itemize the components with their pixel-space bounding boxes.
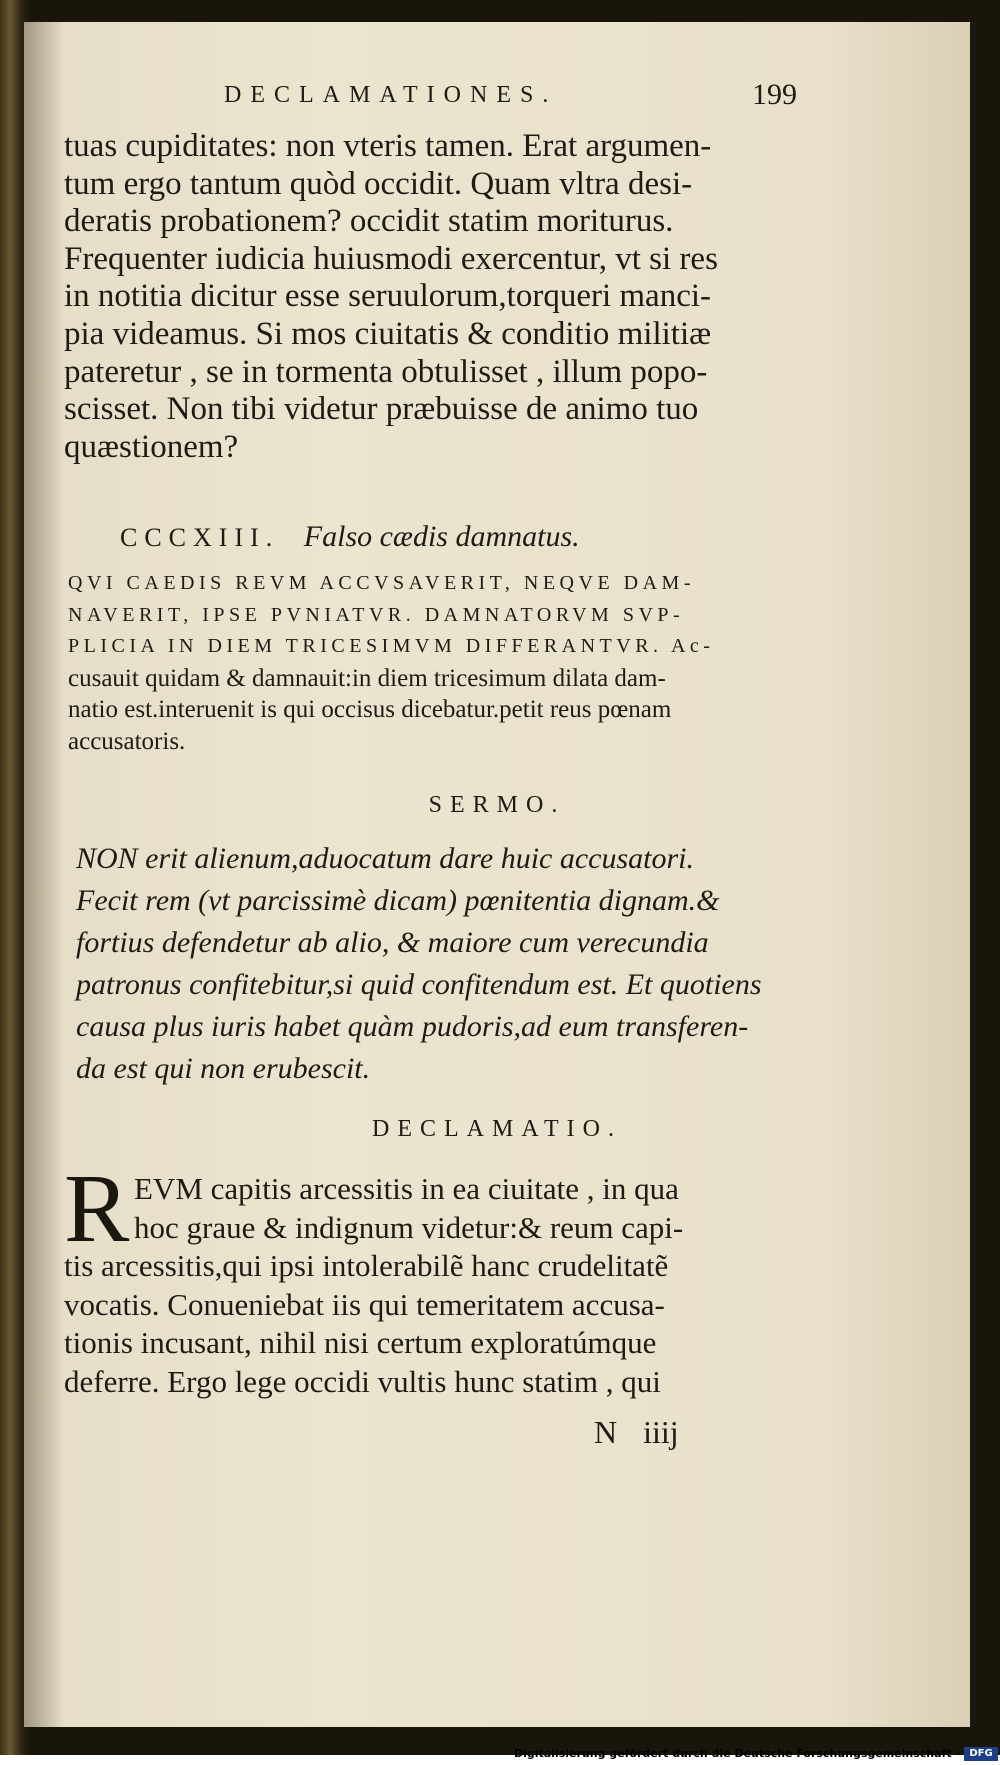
page-number: 199 (752, 78, 797, 111)
text-line: da est qui non erubescit. (76, 1052, 371, 1085)
section-heading (120, 520, 580, 554)
text-line: EVM capitis arcessitis in ea ciuitate , in qua (134, 1171, 679, 1206)
signature-mark: N iiij (594, 1414, 679, 1450)
text-line: quæstionem? (64, 428, 239, 465)
declamatio-text (64, 1170, 810, 1401)
funding-credit: Digitalisierung gefördert durch die Deutsche Forschungsgemeinschaft - (513, 1747, 960, 1760)
text-line: in notitia dicitur esse seruulorum,torqueri manci- (64, 278, 711, 315)
text-line: PLICIA IN DIEM TRICESIMVM DIFFERANTVR. Ac- (68, 635, 715, 657)
theme-text (68, 568, 814, 757)
sermo-text (76, 838, 822, 1090)
text-line: pia videamus. Si mos ciuitatis & conditio militiæ (64, 315, 712, 352)
text-line: tuas cupiditates: non vteris tamen. Erat argumen- (64, 128, 712, 164)
running-title: DECLAMATIONES. (224, 82, 558, 108)
text-line: patronus confitebitur,si quid confitendum est. Et quotiens (76, 968, 762, 1001)
text-line: natio est.interuenit is qui occisus dicebatur.petit reus pœnam (68, 696, 672, 723)
text-line: vocatis. Conueniebat iis qui temeritatem accusa- (64, 1286, 665, 1322)
text-line: deferre. Ergo lege occidi vultis hunc statim , qui (64, 1363, 661, 1399)
declamatio-heading: DECLAMATIO. (372, 1116, 622, 1142)
text-line: causa plus iuris habet quàm pudoris,ad eum transferen- (76, 1010, 749, 1043)
dfg-logo: DFG (964, 1747, 998, 1761)
book-page (24, 22, 976, 1727)
text-line: NON erit alienum,aduocatum dare huic accusatori. (76, 842, 694, 875)
text-line: Fecit rem (vt parcissimè dicam) pœnitentia dignam.& (76, 884, 720, 917)
gutter-shadow (24, 22, 64, 1727)
text-line: accusatoris. (68, 727, 186, 755)
text-line: tum ergo tantum quòd occidit. Quam vltra desi- (64, 165, 693, 202)
body-continuation (64, 128, 810, 466)
text-line: NAVERIT, IPSE PVNIATVR. DAMNATORVM SVP- (68, 603, 685, 626)
text-line: pateretur , se in tormenta obtulisset , illum popo- (64, 353, 708, 390)
text-line: deratis probationem? occidit statim moriturus. (64, 203, 674, 240)
text-line: cusauit quidam & damnauit:in diem tricesimum dilata dam- (68, 664, 666, 692)
drop-cap: R (64, 1155, 130, 1263)
sermo-heading: SERMO. (428, 792, 566, 818)
text-line: Frequenter iudicia huiusmodi exercentur, vt si res (64, 240, 718, 277)
text-line: tis arcessitis,qui ipsi intolerabilẽ hanc crudelitatẽ (64, 1248, 669, 1283)
text-line: QVI CAEDIS REVM ACCVSAVERIT, NEQVE DAM- (68, 572, 695, 594)
section-number: CCCXIII. (120, 523, 280, 552)
text-line: fortius defendetur ab alio, & maiore cum verecundia (76, 926, 709, 959)
text-line: tionis incusant, nihil nisi certum exploratúmque (64, 1325, 657, 1360)
section-title: Falso cædis damnatus. (303, 520, 580, 553)
text-line: hoc graue & indignum videtur:& reum capi- (134, 1209, 684, 1245)
text-line: scisset. Non tibi videtur præbuisse de animo tuo (64, 391, 699, 428)
